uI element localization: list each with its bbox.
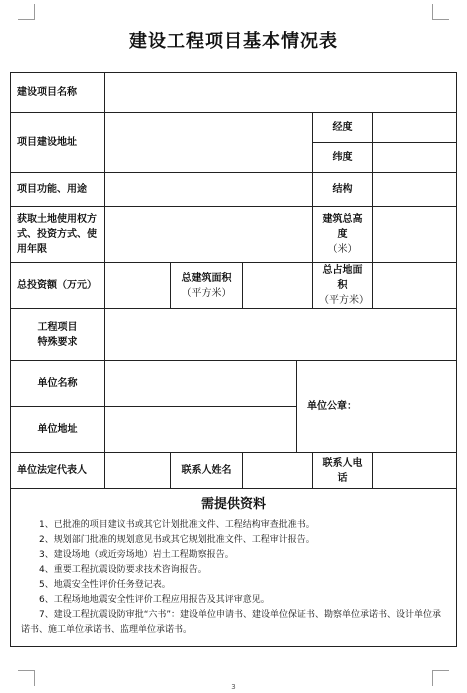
- materials-section: [11, 489, 457, 647]
- total-land-area-unit: （平方米）: [319, 295, 369, 306]
- materials-list: [19, 518, 448, 642]
- label-total-investment: 总投资额（万元）: [11, 263, 105, 309]
- building-height-label: 建筑总高度: [322, 214, 363, 240]
- field-structure[interactable]: [373, 173, 457, 207]
- unit-seal-label: 单位公章：: [307, 401, 357, 412]
- field-function-usage[interactable]: [105, 173, 313, 207]
- label-unit-address: 单位地址: [11, 407, 105, 453]
- special-req-line2: 特殊要求: [37, 336, 78, 348]
- total-floor-area-label: 总建筑面积: [181, 272, 232, 284]
- unit-seal-area: [297, 361, 457, 453]
- label-project-name: 建设项目名称: [11, 73, 105, 113]
- total-floor-area-unit: （平方米）: [181, 287, 232, 299]
- label-contact-name: 联系人姓名: [171, 453, 243, 489]
- crop-mark: [432, 4, 433, 20]
- materials-item: 3、建设场地（或近旁场地）岩土工程勘察报告。: [39, 550, 234, 560]
- field-total-investment[interactable]: [105, 263, 171, 309]
- materials-item: 4、重要工程抗震设防要求技术咨询报告。: [39, 565, 207, 575]
- field-unit-address[interactable]: [105, 407, 297, 453]
- field-special-requirements[interactable]: [105, 309, 457, 361]
- label-function-usage: 项目功能、用途: [11, 173, 105, 207]
- special-req-line1: 工程项目: [37, 321, 78, 333]
- field-building-height[interactable]: [373, 207, 457, 263]
- crop-mark: [18, 670, 35, 671]
- field-land-acquisition[interactable]: [105, 207, 313, 263]
- materials-item: 2、规划部门批准的规划意见书或其它规划批准文件、工程审计报告。: [39, 535, 315, 545]
- page-number: 3: [231, 683, 236, 691]
- label-special-requirements: [11, 309, 105, 361]
- page-title: 建设工程项目基本情况表: [129, 31, 338, 52]
- materials-heading: 需提供资料: [201, 497, 267, 512]
- materials-item: 5、地震安全性评价任务登记表。: [39, 580, 171, 590]
- label-structure: 结构: [313, 173, 373, 207]
- building-height-unit: （米）: [327, 244, 358, 255]
- field-total-land-area[interactable]: [373, 263, 457, 309]
- field-longitude[interactable]: [373, 113, 457, 143]
- label-land-acquisition: 获取土地使用权方式、投资方式、使用年限: [11, 207, 105, 263]
- field-contact-name[interactable]: [243, 453, 313, 489]
- field-unit-name[interactable]: [105, 361, 297, 407]
- label-longitude: 经度: [313, 113, 373, 143]
- label-latitude: 纬度: [313, 143, 373, 173]
- label-contact-phone: 联系人电话: [313, 453, 373, 489]
- label-project-address: 项目建设地址: [11, 113, 105, 173]
- crop-mark: [18, 19, 35, 20]
- materials-item: 6、工程场地地震安全性评价工程应用报告及其评审意见。: [39, 595, 270, 605]
- label-building-height: [313, 207, 373, 263]
- field-contact-phone[interactable]: [373, 453, 457, 489]
- label-unit-name: 单位名称: [11, 361, 105, 407]
- field-legal-rep[interactable]: [105, 453, 171, 489]
- label-total-floor-area: [171, 263, 243, 309]
- field-total-floor-area[interactable]: [243, 263, 313, 309]
- crop-mark: [34, 4, 35, 20]
- materials-item: 1、已批准的项目建议书或其它计划批准文件、工程结构审查批准书。: [39, 520, 315, 530]
- materials-item: 7、建设工程抗震设防审批“六书”：建设单位申请书、建设单位保证书、勘察单位承诺书、设计单位承诺书、施工单位承诺书、监理单位承诺书。: [21, 610, 442, 635]
- field-project-name[interactable]: [105, 73, 457, 113]
- crop-mark: [432, 19, 449, 20]
- field-project-address[interactable]: [105, 113, 313, 173]
- project-info-table: [10, 72, 457, 647]
- total-land-area-label: 总占地面积: [322, 265, 363, 291]
- crop-mark: [432, 670, 449, 671]
- field-latitude[interactable]: [373, 143, 457, 173]
- label-total-land-area: [313, 263, 373, 309]
- label-legal-rep: 单位法定代表人: [11, 453, 105, 489]
